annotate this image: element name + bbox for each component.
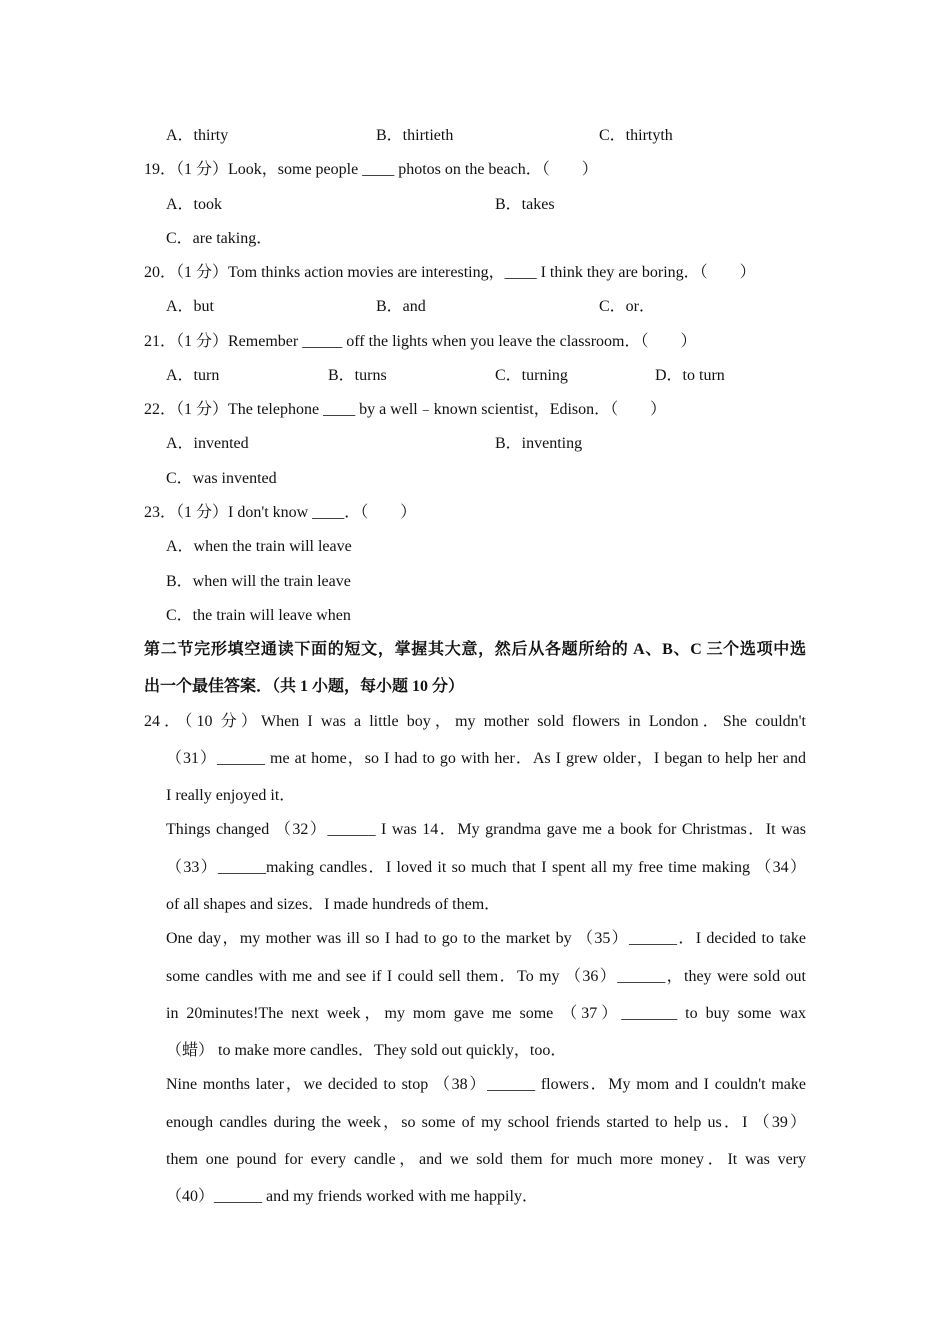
q24-line: 24．（10 分）When I was a little boy，my mother sold flowers in London．She couldn't — [144, 713, 806, 730]
q24-line: One day，my mother was ill so I had to go to the market by （35）______．I decided to take — [166, 930, 806, 947]
q23-stem: 23．（1 分）I don't know ____．（ ） — [144, 504, 417, 521]
q23-option-b: B．when will the train leave — [166, 573, 351, 590]
q21-option-b: B．turns — [328, 367, 387, 384]
q20-option-c: C．or． — [599, 298, 656, 315]
q24-line: I really enjoyed it． — [166, 787, 296, 804]
section2-heading-line1: 第二节完形填空通读下面的短文，掌握其大意，然后从各题所给的 A、B、C 三个选项中选 — [144, 641, 806, 658]
q24-line: （40）______ and my friends worked with me happily． — [166, 1188, 538, 1205]
q18-option-b: B．thirtieth — [376, 127, 454, 144]
q20-option-a: A．but — [166, 298, 215, 315]
q18-option-a: A．thirty — [166, 127, 229, 144]
q24-line: （33）______making candles．I loved it so much that I spent all my free time making （34） — [166, 859, 806, 876]
q24-line: （31）______ me at home，so I had to go with her．As I grew older，I began to help her and — [166, 750, 806, 767]
q20-option-b: B．and — [376, 298, 426, 315]
section2-heading-line2: 出一个最佳答案．（共 1 小题，每小题 10 分） — [144, 678, 465, 695]
q19-option-b: B．takes — [495, 196, 555, 213]
q19-stem: 19．（1 分）Look，some people ____ photos on the beach．（ ） — [144, 161, 598, 178]
q21-option-a: A．turn — [166, 367, 220, 384]
q24-line: Nine months later，we decided to stop （38）______ flowers．My mom and I couldn't make — [166, 1076, 806, 1093]
q21-stem: 21．（1 分）Remember _____ off the lights when you leave the classroom．（ ） — [144, 333, 697, 350]
q19-option-a: A．took — [166, 196, 223, 213]
q19-option-c: C．are taking． — [166, 230, 273, 247]
q24-line: of all shapes and sizes．I made hundreds of them． — [166, 896, 501, 913]
q20-stem: 20．（1 分）Tom thinks action movies are interesting，____ I think they are boring．（ ） — [144, 264, 756, 281]
q23-option-c: C．the train will leave when — [166, 607, 351, 624]
q21-option-c: C．turning — [495, 367, 568, 384]
q21-option-d: D．to turn — [655, 367, 725, 384]
q24-line: some candles with me and see if I could sell them．To my （36）______，they were sold out — [166, 968, 806, 985]
q18-option-c: C．thirtyth — [599, 127, 673, 144]
q22-option-b: B．inventing — [495, 435, 583, 452]
q22-stem: 22．（1 分）The telephone ____ by a well﹣known scientist，Edison．（ ） — [144, 401, 667, 418]
q24-line: enough candles during the week，so some of my school friends started to help us．I （39） — [166, 1114, 806, 1131]
q22-option-a: A．invented — [166, 435, 249, 452]
q23-option-a: A．when the train will leave — [166, 538, 352, 555]
q22-option-c: C．was invented — [166, 470, 277, 487]
q24-line: them one pound for every candle，and we sold them for much more money．It was very — [166, 1151, 806, 1168]
q24-line: in 20minutes!The next week，my mom gave me some （37）_______ to buy some wax — [166, 1005, 806, 1022]
q24-line: Things changed （32）______ I was 14．My grandma gave me a book for Christmas．It was — [166, 821, 806, 838]
q24-line: （蜡） to make more candles．They sold out quickly，too． — [166, 1042, 567, 1059]
